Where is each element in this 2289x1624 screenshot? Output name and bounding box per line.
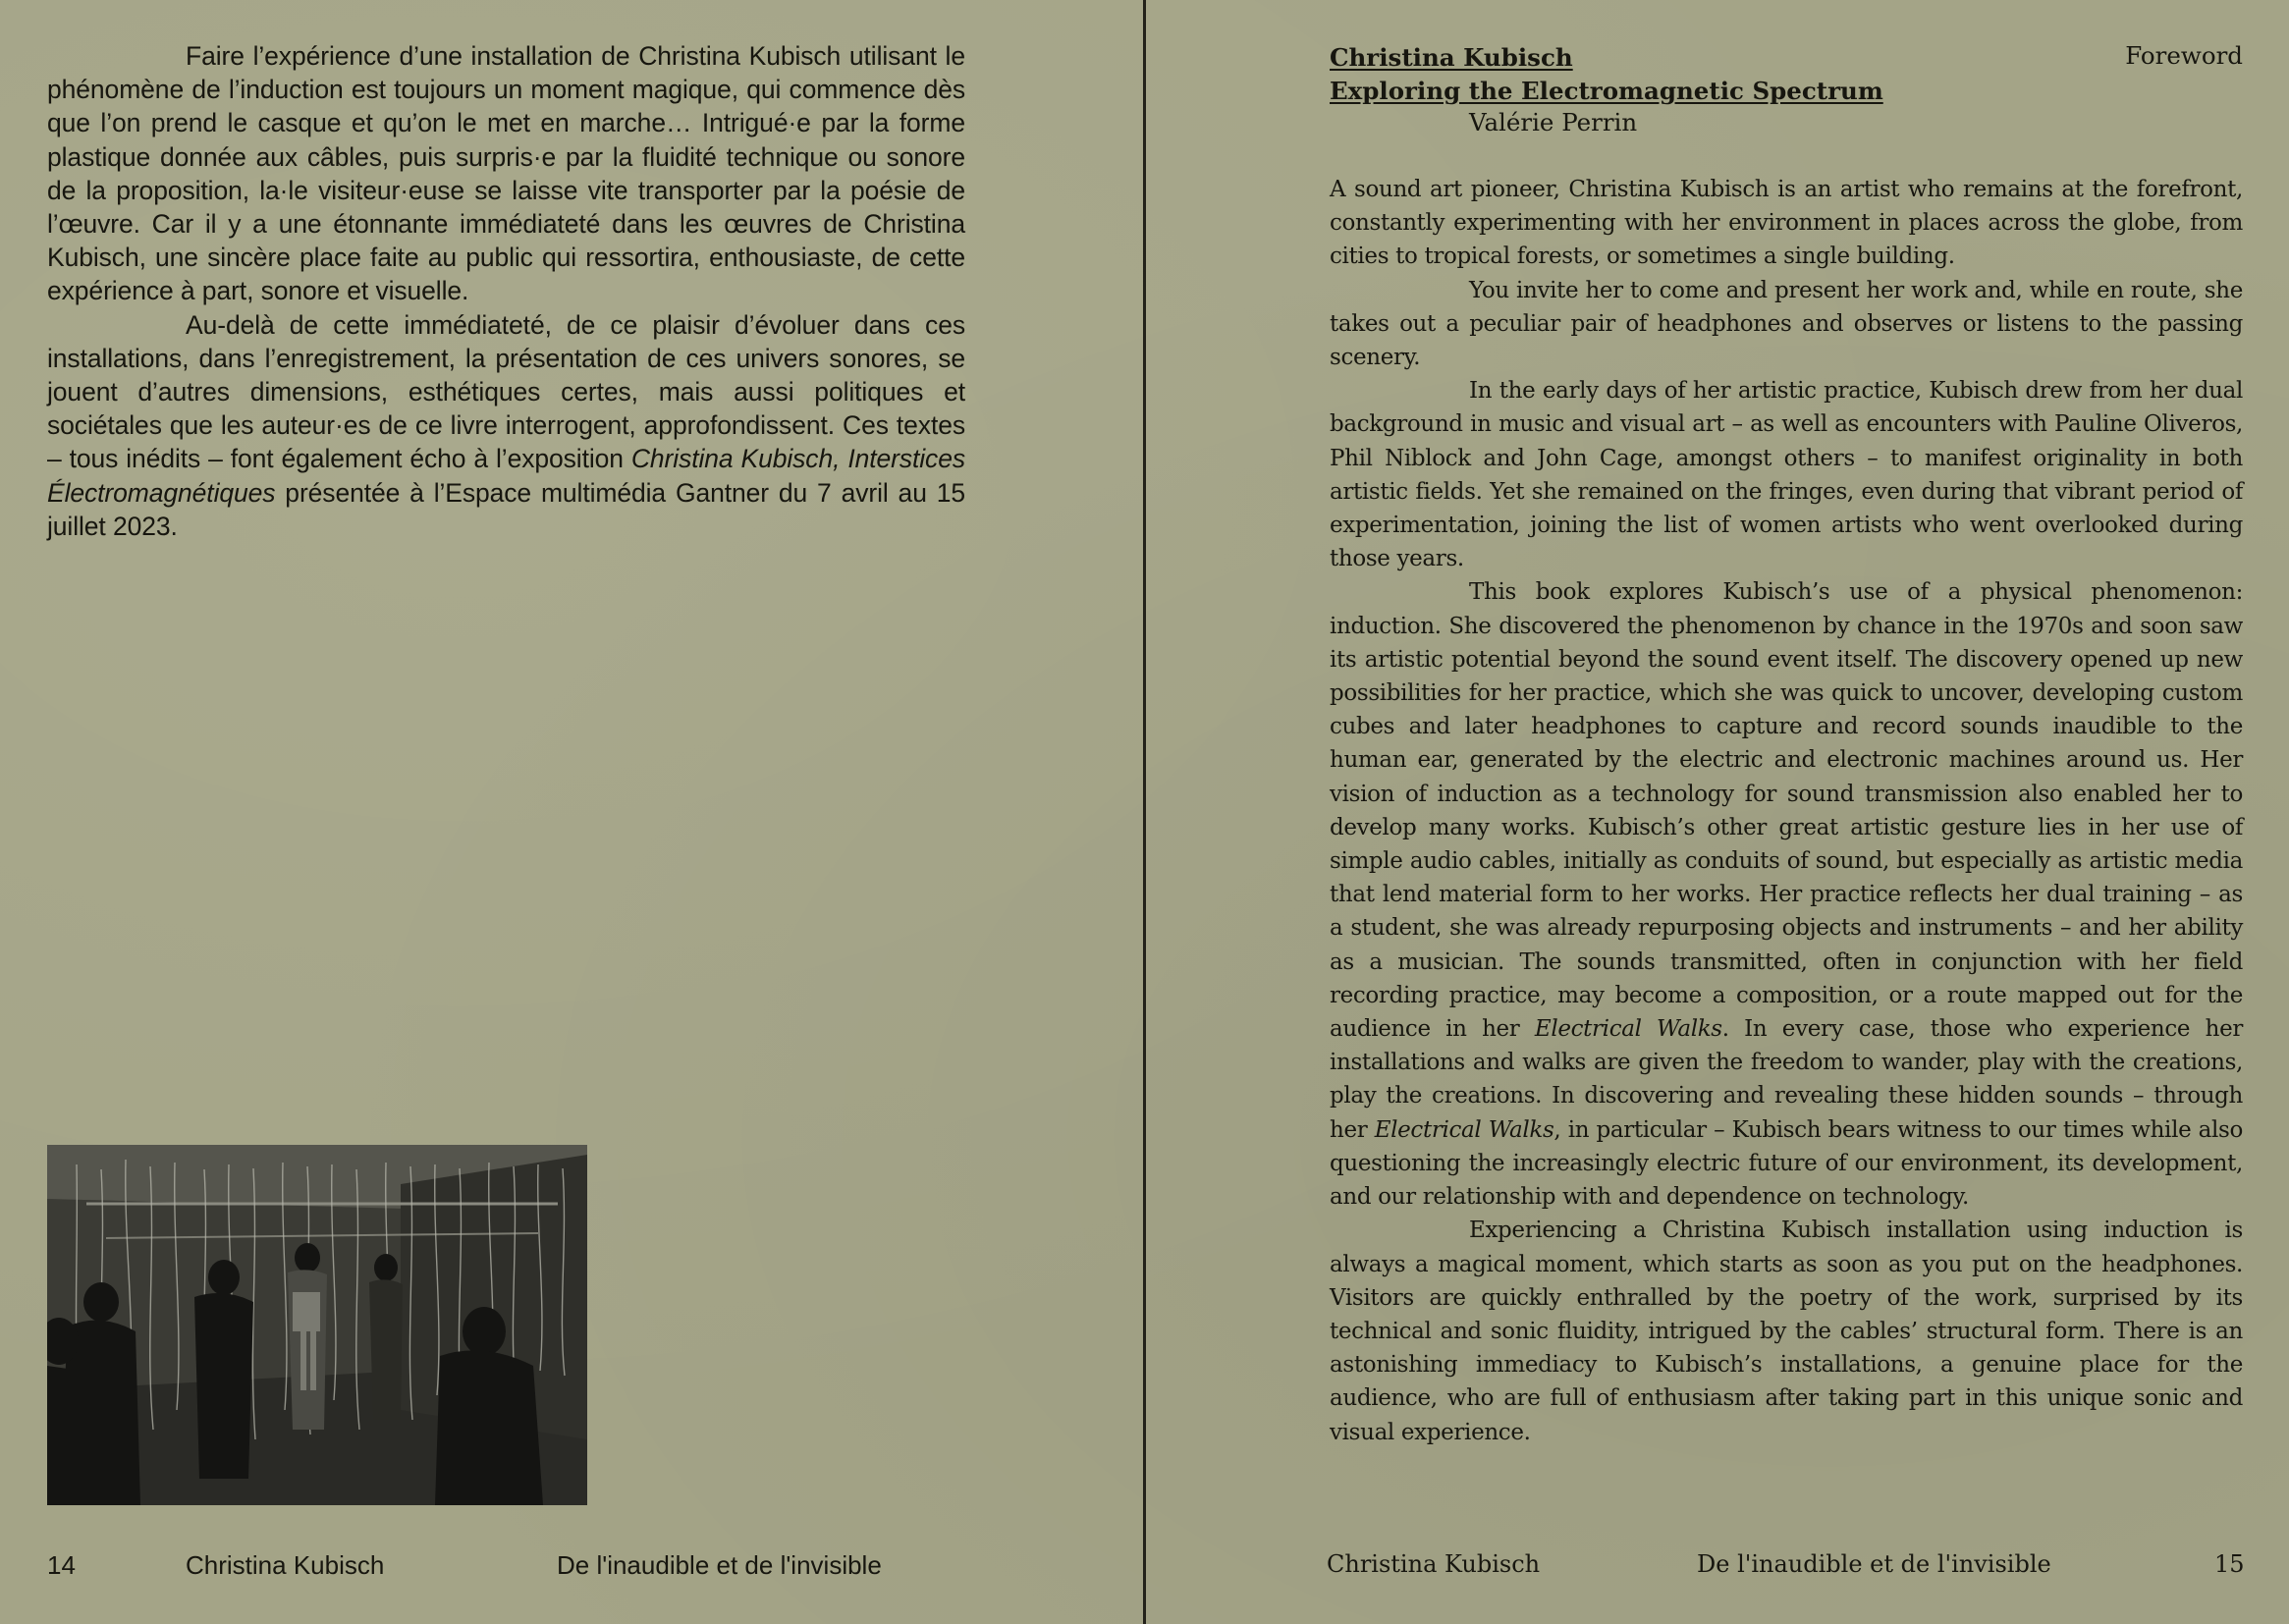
left-footer-book-title: De l'inaudible et de l'invisible [557,1550,882,1580]
right-paragraph-5: Experiencing a Christina Kubisch installation using induction is always a magical moment, which starts as soon as you put on the headphones. Visitors are quickly enthralled by the poetry of the work, surprised by its technical and sonic fluidity, intrigued by the cables’ structural form. There is an astonishing immediacy to Kubisch’s installations, a genuine place for the audience, who are full of enthusiasm after taking part in this unique sonic and visual experience. [1330,1218,2243,1445]
right-paragraph-1: A sound art pioneer, Christina Kubisch is an artist who remains at the forefront, constantly experimenting with her environment in places across the globe, from cities to tropical forests, or sometimes a single building. [1330,177,2243,270]
left-paragraph-1: Faire l’expérience d’une installation de Christina Kubisch utilisant le phénomène de l’induction est toujours un moment magique, qui commence dès que l’on prend le casque et qu’on le met en marche… Intrigué·e par la forme plastique donnée aux câbles, puis surpris·e par la fluidité technique ou sonore de la proposition, la·le visiteur·euse se laisse vite transporter par la poésie de l’œuvre. Car il y a une étonnante immédiateté dans les œuvres de Christina Kubisch, une sincère place faite au public qui ressortira, enthousiaste, de cette expérience à part, sonore et visuelle. [47,41,965,306]
right-paragraph-2: You invite her to come and present her work and, while en route, she takes out a peculiar pair of headphones and observes or listens to the passing scenery. [1330,277,2243,371]
right-paragraph-4: This book explores Kubisch’s use of a physical phenomenon: induction. She discovered the phenomenon by chance in the 1970s and soon saw its artistic potential beyond the sound event itself. The discovery opened up new possibilities for her practice, which she was quick to uncover, developing custom cubes and later headphones to capture and record sounds inaudible to the human ear, generated by the electric and electronic machines around us. Her vision of induction as a technology for sound transmission also enabled her to develop many works. Kubisch’s other great artistic gesture lies in her use of simple audio cables, initially as conduits of sound, but especially as artistic media that lend material form to her works. Her practice reflects her dual training – as a student, she was already repurposing objects and instruments – and her ability as a musician. The sounds transmitted, often in conjunction with her field recording practice, may become a composition, or a route mapped out for the audience in her Electrical Walks. In every case, those who experience her installations and walks are given the freedom to wander, play with the creations, play the creations. In discovering and revealing these hidden sounds – through her Electrical Walks, in particular – Kubisch bears witness to our times while also questioning the increasingly electric future of our environment, its development, and our relationship with and dependence on technology. [1330,579,2243,1211]
right-footer-author: Christina Kubisch [1327,1550,1541,1578]
section-label: Foreword [2125,41,2243,70]
work-title: Electrical Walks [1374,1116,1554,1143]
chapter-title-line-2: Exploring the Electromagnetic Spectrum [1330,77,1883,105]
chapter-title-line-1: Christina Kubisch [1330,43,1573,72]
left-page-body [47,39,965,543]
right-page-body [1330,173,2243,1449]
exhibition-title: Christina Kubisch, Interstices Électromagnétiques [47,444,965,508]
page-gutter [1143,0,1146,1624]
left-footer-author: Christina Kubisch [186,1550,385,1580]
right-footer-book-title: De l'inaudible et de l'invisible [1697,1550,2051,1578]
right-page-number: 15 [2214,1550,2245,1578]
work-title: Electrical Walks [1534,1016,1722,1043]
left-paragraph-2: Au-delà de cette immédiateté, de ce plaisir d’évoluer dans ces installations, dans l’enregistrement, la présentation de ces univers sonores, se jouent d’autres dimensions, esthétiques certes, mais aussi politiques et sociétales que les auteur·es de ce livre interrogent, approfondissent. Ces textes – tous inédits – font également écho à l’exposition Christina Kubisch, Interstices Électromagnétiques présentée à l’Espace multimédia Gantner du 7 avril au 15 juillet 2023. [47,309,965,541]
installation-photo [47,1145,587,1505]
chapter-author: Valérie Perrin [1469,108,1638,136]
left-page-number: 14 [47,1550,76,1580]
right-paragraph-3: In the early days of her artistic practice, Kubisch drew from her dual background in music and visual art – as well as encounters with Pauline Oliveros, Phil Niblock and John Cage, amongst others – to manifest originality in both artistic fields. Yet she remained on the fringes, even during that vibrant period of experimentation, joining the list of women artists who went overlooked during those years. [1330,378,2243,572]
chapter-title [1330,41,1883,108]
